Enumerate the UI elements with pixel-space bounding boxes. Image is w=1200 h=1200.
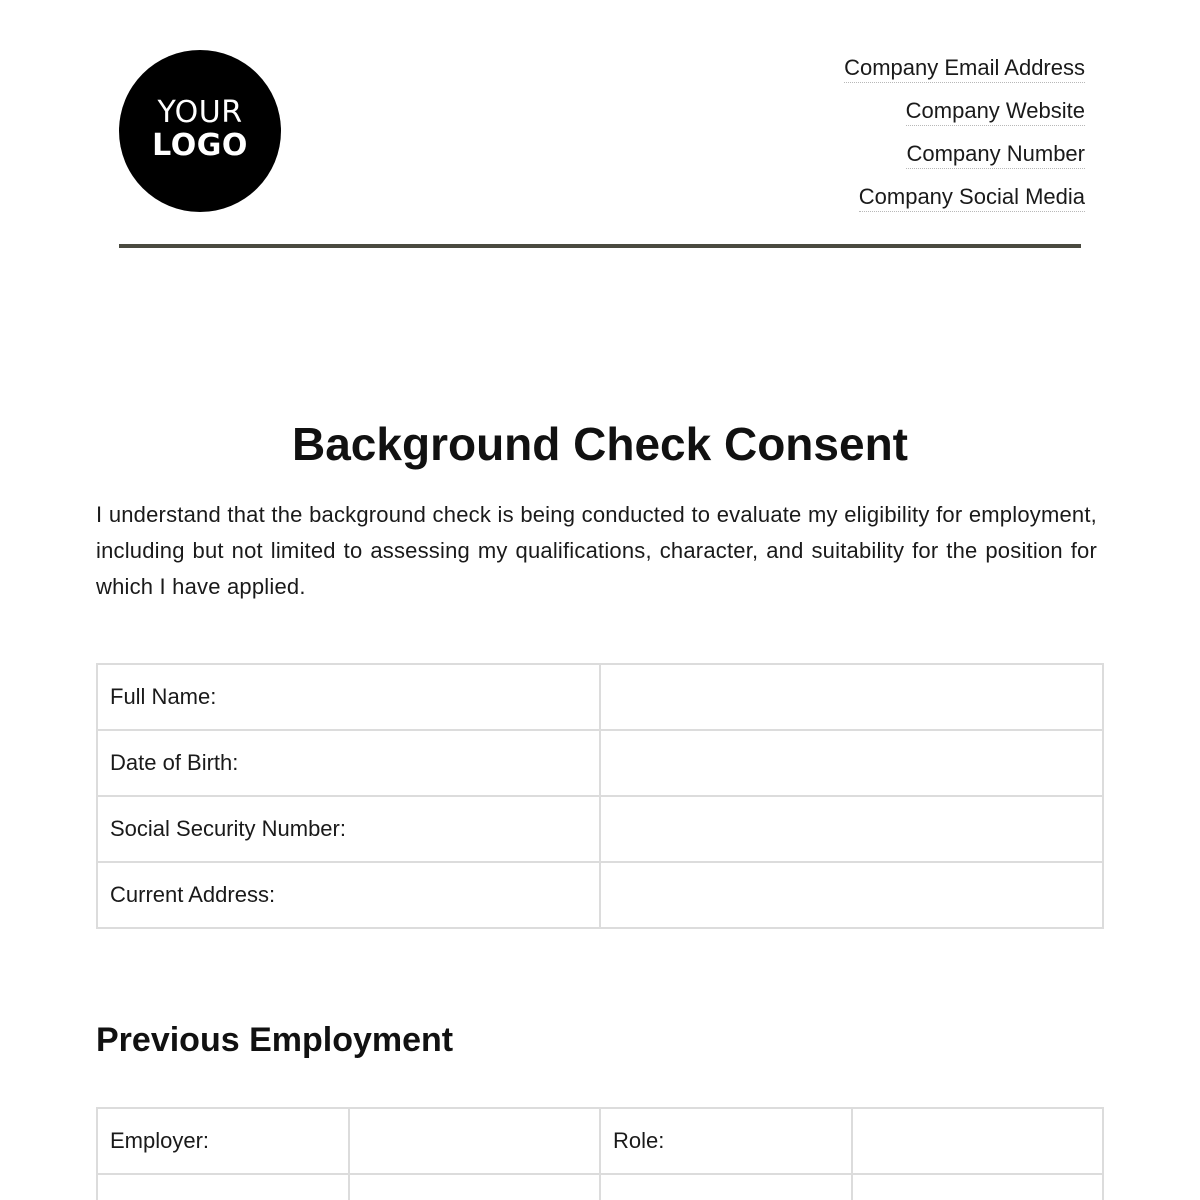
company-contact-block (844, 55, 1085, 227)
ssn-field[interactable] (600, 796, 1103, 862)
table-row (97, 1108, 1103, 1174)
role-field[interactable] (852, 1108, 1104, 1174)
table-row (97, 730, 1103, 796)
previous-employment-table (96, 1107, 1104, 1200)
full-name-label: Full Name: (97, 664, 600, 730)
company-number: Company Number (906, 141, 1085, 169)
company-website: Company Website (906, 98, 1085, 126)
company-social-media: Company Social Media (859, 184, 1085, 212)
date-of-birth-field[interactable] (600, 730, 1103, 796)
employment-row2-field2[interactable] (852, 1174, 1104, 1200)
consent-statement: I understand that the background check is being conducted to evaluate my eligibility for employment, including but not limited to assessing my qualifications, character, and suitability for the position for which I have applied. (96, 502, 1097, 599)
header-divider (119, 244, 1081, 248)
company-email: Company Email Address (844, 55, 1085, 83)
current-address-label: Current Address: (97, 862, 600, 928)
company-logo (119, 50, 281, 212)
previous-employment-heading: Previous Employment (96, 1021, 454, 1059)
date-of-birth-label: Date of Birth: (97, 730, 600, 796)
current-address-field[interactable] (600, 862, 1103, 928)
ssn-label: Social Security Number: (97, 796, 600, 862)
employer-label: Employer: (97, 1108, 349, 1174)
employment-row2-label1 (97, 1174, 349, 1200)
personal-info-table (96, 663, 1104, 929)
full-name-field[interactable] (600, 664, 1103, 730)
table-row (97, 862, 1103, 928)
employment-row2-label2 (600, 1174, 852, 1200)
table-row (97, 664, 1103, 730)
employer-field[interactable] (349, 1108, 601, 1174)
role-label: Role: (600, 1108, 852, 1174)
employment-row2-field1[interactable] (349, 1174, 601, 1200)
logo-text-line1: YOUR (157, 94, 243, 130)
logo-text-line2: LOGO (152, 127, 248, 163)
table-row (97, 796, 1103, 862)
table-row (97, 1174, 1103, 1200)
document-title: Background Check Consent (292, 418, 908, 470)
